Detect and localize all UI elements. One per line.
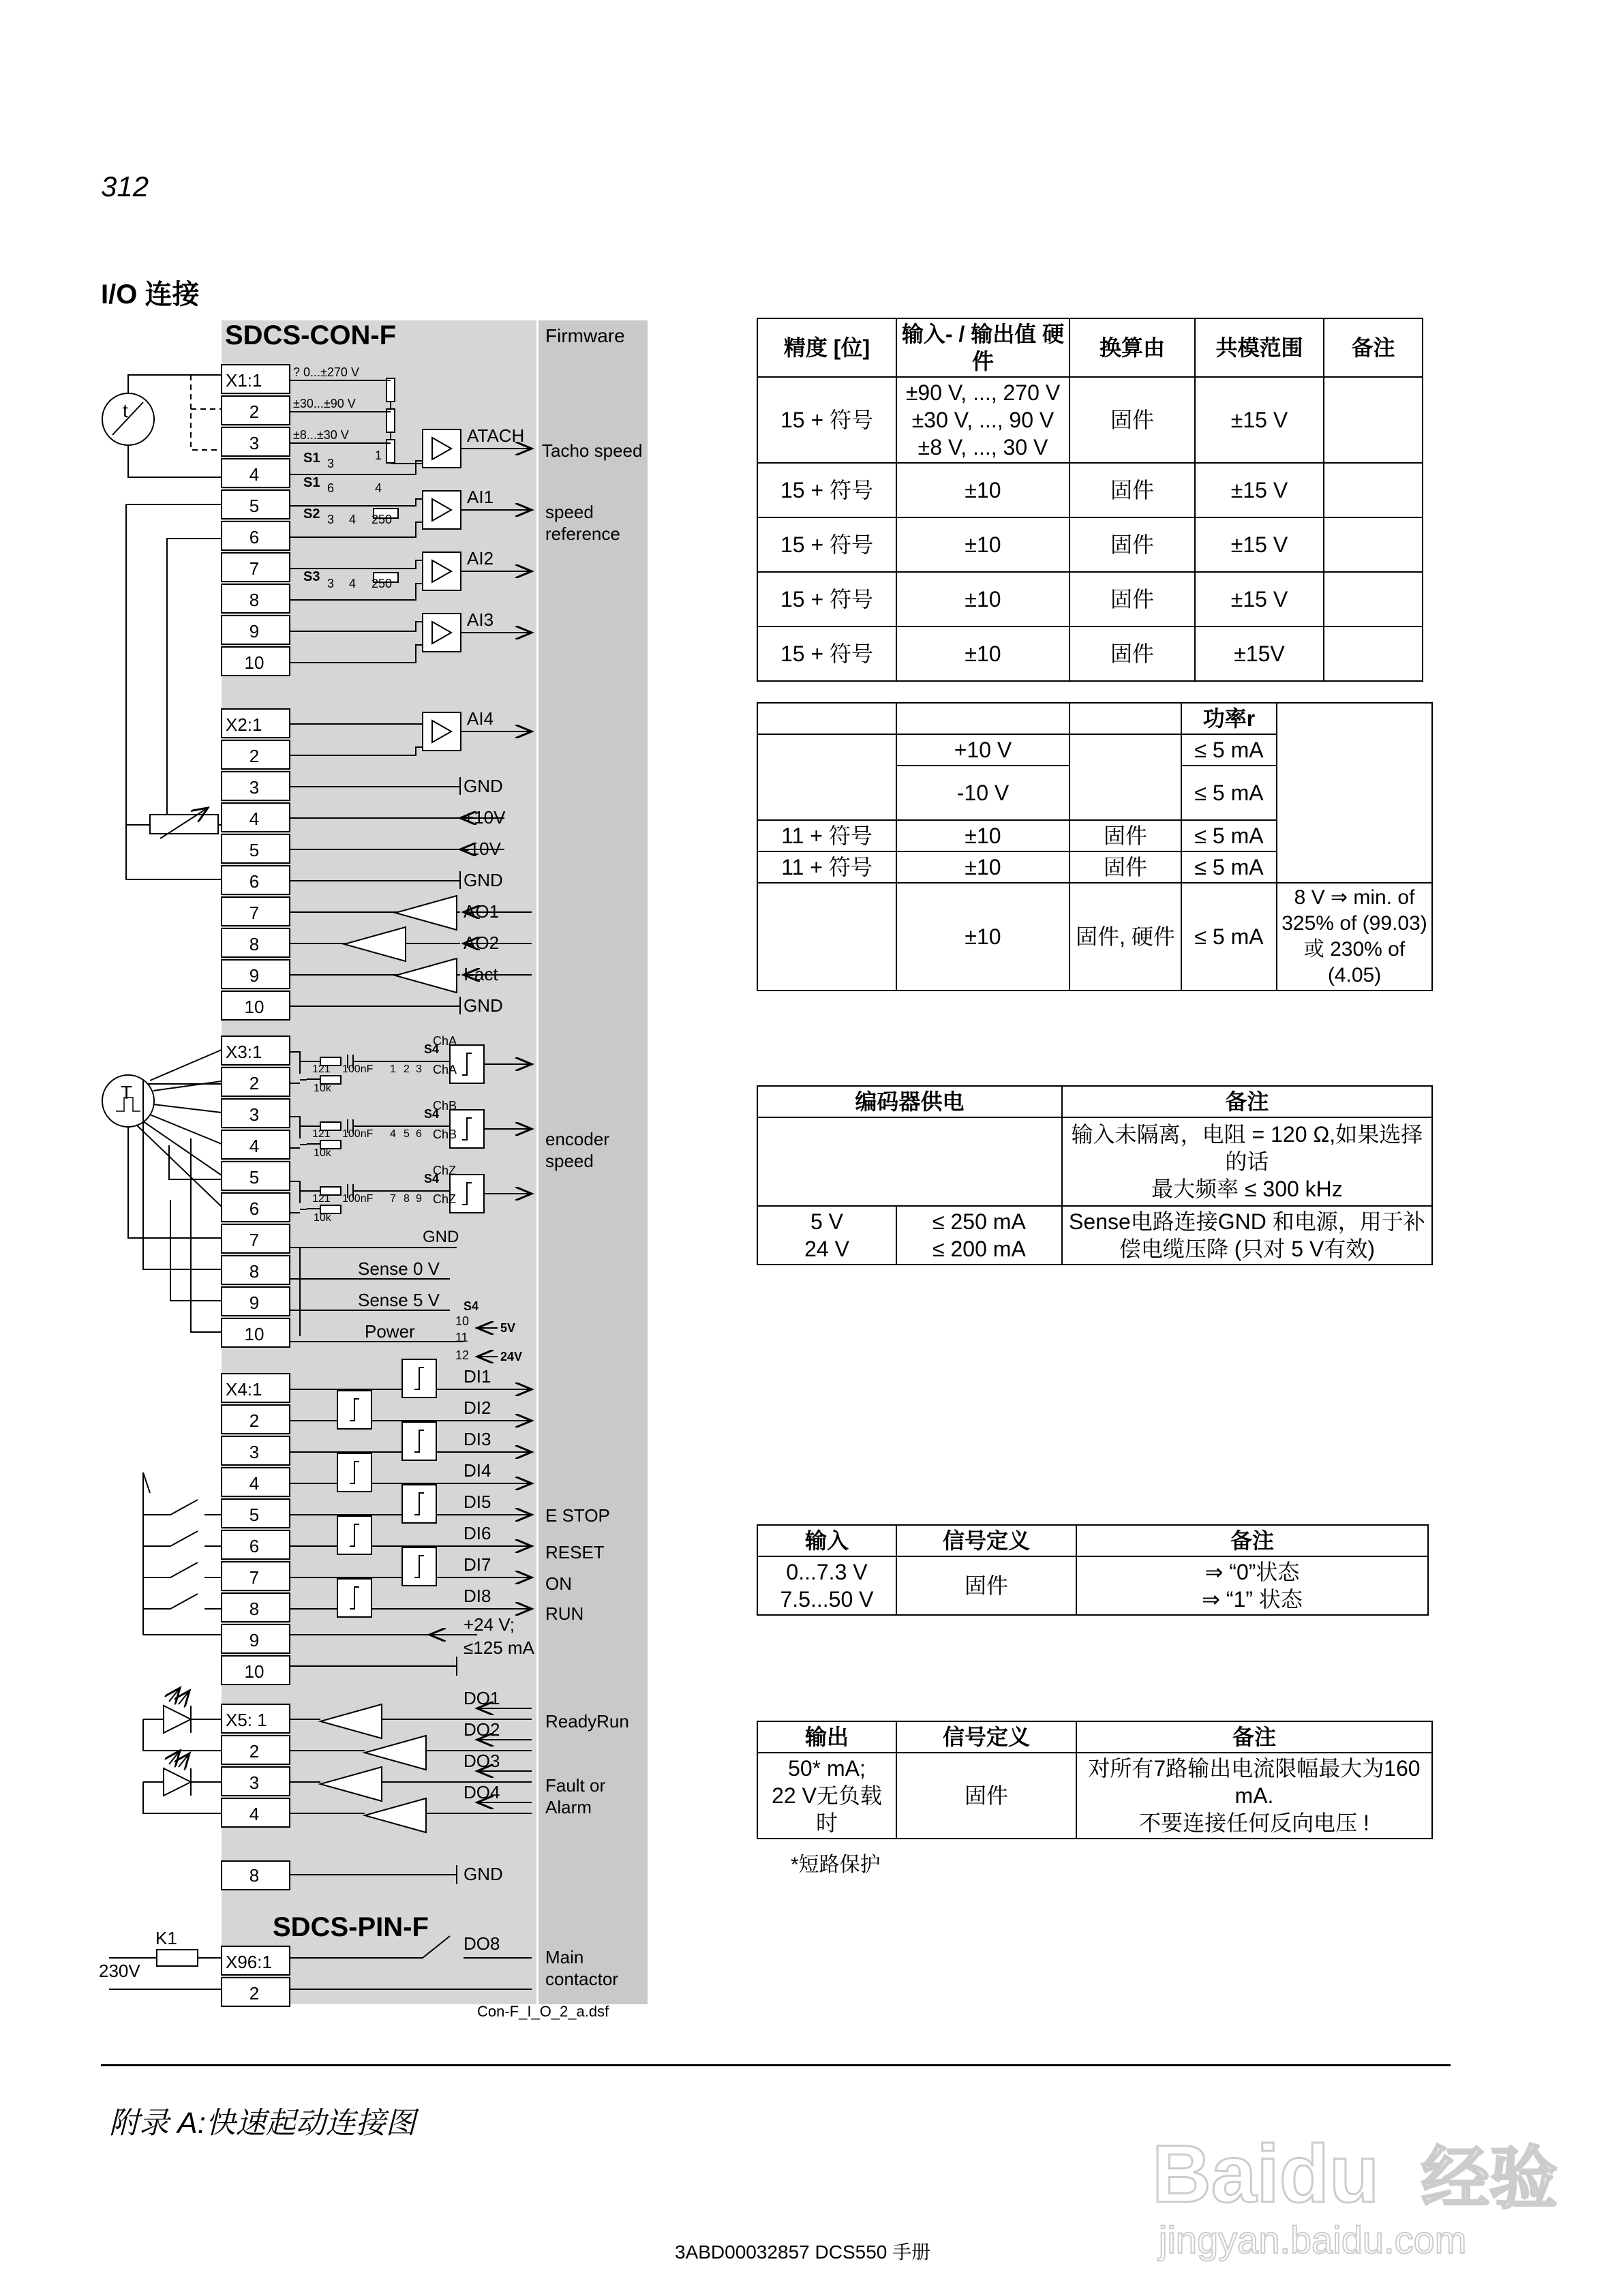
digital-input-label: DI7: [464, 1554, 491, 1575]
terminal-pin-label: 9: [249, 621, 260, 641]
switch-pin-label: 3: [327, 513, 335, 526]
resistor-label: 121: [312, 1193, 331, 1205]
switch-label: S2: [303, 507, 320, 522]
terminal-pin-label: 10: [244, 1324, 264, 1344]
table-cell: ≤ 5 mA: [1181, 820, 1277, 851]
table-cell: 固件, 硬件: [1070, 883, 1181, 991]
switch-pin-label: 2: [404, 1063, 410, 1075]
table-cell: ±15 V: [1195, 517, 1324, 572]
analog-input-label: AI3: [467, 609, 494, 630]
terminal-pin-label: 7: [249, 1567, 260, 1588]
table-header: 信号定义: [896, 1721, 1076, 1753]
resistor-label: 10k: [314, 1147, 331, 1159]
watermark-brand-cn: 经验: [1421, 2141, 1558, 2217]
table-cell: ±15 V: [1195, 463, 1324, 517]
amplifier-icon: [423, 491, 461, 529]
switch-pin-label: 1: [390, 1063, 396, 1075]
terminal-pin-label: 9: [249, 1293, 260, 1313]
table-cell: [1324, 463, 1423, 517]
switch-label: S4: [424, 1107, 440, 1121]
table-cell: ±10: [896, 851, 1070, 883]
terminal-pin-label: 5: [249, 1505, 260, 1525]
table-header: 输入- / 输出值 硬件: [896, 318, 1070, 377]
terminal-pin-label: 8: [249, 1599, 260, 1619]
speed-reference-label: speed: [545, 502, 594, 522]
switch-pin-label: 3: [327, 457, 335, 470]
table-cell: ⇒ “0”状态 ⇒ “1” 状态: [1076, 1556, 1428, 1615]
switch-pin-label: 6: [327, 481, 335, 495]
table-cell: 固件: [1070, 820, 1181, 851]
on-label: ON: [545, 1573, 572, 1594]
table-row: [757, 1753, 1432, 1839]
estop-label: E STOP: [545, 1505, 610, 1526]
table-cell: [757, 883, 896, 991]
table-header-row: [757, 1086, 1432, 1117]
terminal-header: X4:1: [226, 1379, 262, 1400]
power-label: Power: [365, 1321, 415, 1342]
contact-switch-icon: [143, 1594, 222, 1609]
terminal-pin-label: 8: [249, 934, 260, 954]
table-cell: 固件: [1070, 463, 1195, 517]
digital-input-label: DI1: [464, 1366, 491, 1387]
encoder-supply-table: [757, 1085, 1433, 1265]
terminal-header: X1:1: [226, 370, 262, 391]
supply-24v-label: 24V: [500, 1350, 523, 1363]
table-header-row: [757, 318, 1423, 377]
x2-signal-label: I-act: [464, 964, 498, 984]
reset-label: RESET: [545, 1542, 605, 1562]
switch-pin-label: 4: [349, 577, 357, 590]
table-row: [757, 1556, 1428, 1615]
terminal-pin-label: 7: [249, 903, 260, 923]
contact-switch-icon: [143, 1531, 222, 1546]
tacho-range-label: ? 0...±270 V: [293, 365, 359, 379]
table-cell: ±15V: [1195, 626, 1324, 681]
terminal-pin-label: 4: [249, 1473, 260, 1494]
switch-pin-label: 11: [455, 1331, 468, 1344]
document-id: 3ABD00032857 DCS550 手册: [675, 2241, 931, 2263]
table-cell: 11 + 符号: [757, 851, 896, 883]
main-contactor-label: Main: [545, 1947, 584, 1967]
terminal-pin-label: 3: [249, 433, 260, 453]
table-cell: ±10: [896, 463, 1070, 517]
amplifier-icon: [423, 712, 461, 751]
table-cell: 0...7.3 V 7.5...50 V: [757, 1556, 896, 1615]
table-cell: [1070, 703, 1181, 734]
encoder-channel-label: ChB: [433, 1099, 457, 1113]
table-row: [757, 626, 1423, 681]
tacho-range-label: ±8...±30 V: [293, 428, 349, 442]
resistor-label: 250: [371, 513, 393, 526]
terminal-pin-label: 6: [249, 527, 260, 547]
tacho-range-label: ±30...±90 V: [293, 397, 356, 410]
table-cell: Sense电路连接GND 和电源，用于补 偿电缆压降 (只对 5 V有效): [1062, 1206, 1432, 1265]
digital-output-label: DO2: [464, 1719, 500, 1740]
table-cell: 15 + 符号: [757, 463, 896, 517]
run-label: RUN: [545, 1603, 584, 1624]
readyrun-label: ReadyRun: [545, 1711, 629, 1732]
encoder-speed-label: encoder: [545, 1129, 609, 1149]
analog-output-table: [757, 702, 1433, 991]
gnd-label: GND: [464, 1864, 503, 1884]
table-row: [757, 1206, 1432, 1265]
terminal-pin-label: 2: [249, 1983, 260, 2004]
switch-pin-label: 10: [455, 1314, 470, 1328]
table-header: 备注: [1324, 318, 1423, 377]
switch-label: S1: [303, 475, 320, 490]
resistor-label: 10k: [314, 1212, 331, 1224]
table-cell: ±10: [896, 820, 1070, 851]
resistor-label: 250: [371, 577, 393, 590]
fault-label: Fault or: [545, 1775, 606, 1796]
table-cell: 15 + 符号: [757, 572, 896, 626]
terminal-pin-label: 8: [249, 590, 260, 610]
terminal-pin-label: 3: [249, 1104, 260, 1125]
analog-input-label: AI2: [467, 548, 494, 569]
table-cell: [1277, 703, 1432, 883]
pin-board-title: SDCS-PIN-F: [273, 1912, 429, 1942]
table-cell: 15 + 符号: [757, 626, 896, 681]
diagram-file-name: Con-F_I_O_2_a.dsf: [477, 2003, 609, 2020]
led-icon: [164, 1706, 191, 1733]
terminal-pin-label: 5: [249, 1167, 260, 1188]
switch-label: S4: [424, 1042, 440, 1056]
table-header: 共模范围: [1195, 318, 1324, 377]
table-cell: 50* mA; 22 V无负载时: [757, 1753, 896, 1839]
digital-output-label: DO1: [464, 1688, 500, 1708]
resistor-icon: [386, 378, 395, 402]
table-cell: ±15 V: [1195, 377, 1324, 463]
table-cell: ±90 V, ..., 270 V ±30 V, ..., 90 V ±8 V, ..., 30 V: [896, 377, 1070, 463]
tacho-symbol: t: [123, 400, 128, 421]
switch-pin-label: 7: [390, 1193, 396, 1205]
page-number: 312: [101, 170, 149, 202]
table-cell: ≤ 5 mA: [1181, 734, 1277, 766]
capacitor-label: 100nF: [342, 1063, 374, 1075]
table-cell: ≤ 250 mA ≤ 200 mA: [896, 1206, 1062, 1265]
sense-0v-label: Sense 0 V: [358, 1258, 440, 1279]
encoder-symbol: T: [121, 1082, 133, 1103]
terminal-pin-label: 2: [249, 1410, 260, 1431]
terminal-pin-label: 2: [249, 746, 260, 766]
terminal-pin-label: 3: [249, 1772, 260, 1793]
resistor-label: 121: [312, 1128, 331, 1140]
table-cell: ±10: [896, 517, 1070, 572]
digital-input-label: DI4: [464, 1460, 491, 1481]
table-cell: 固件: [1070, 377, 1195, 463]
switch-pin-label: 4: [375, 481, 382, 495]
resistor-label: 121: [312, 1063, 331, 1075]
terminal-blocks: [222, 365, 290, 2006]
terminal-pin-label: 6: [249, 1198, 260, 1219]
k1-label: K1: [155, 1928, 177, 1948]
switch-pin-label: 8: [404, 1193, 410, 1205]
digital-input-label: DI5: [464, 1492, 491, 1512]
terminal-pin-label: 8: [249, 1261, 260, 1282]
terminal-pin-label: 4: [249, 809, 260, 829]
x2-signal-label: +10V: [464, 807, 506, 828]
table-cell: [757, 1117, 1062, 1206]
capacitor-label: 100nF: [342, 1128, 374, 1140]
table-cell: ±15 V: [1195, 572, 1324, 626]
footer-rule: [101, 2064, 1451, 2066]
table-header: 换算由: [1070, 318, 1195, 377]
table-header: 精度 [位]: [757, 318, 896, 377]
table-cell: [1324, 572, 1423, 626]
terminal-pin-label: 7: [249, 558, 260, 579]
sense-5v-label: Sense 5 V: [358, 1290, 440, 1310]
watermark-url: jingyan.baidu.com: [1159, 2218, 1467, 2261]
resistor-label: 10k: [314, 1083, 331, 1094]
x2-signal-label: AO2: [464, 933, 500, 953]
led-icon: [164, 1768, 191, 1796]
board-title: SDCS-CON-F: [225, 320, 397, 350]
terminal-pin-label: 2: [249, 1073, 260, 1093]
section-title: I/O 连接: [101, 280, 200, 309]
digital-input-label: DI2: [464, 1398, 491, 1418]
switch-label: S3: [303, 569, 320, 584]
table-row: [757, 463, 1423, 517]
table-header: 备注: [1076, 1525, 1428, 1556]
supply-24v-label: +24 V;: [464, 1614, 515, 1635]
resistor-icon: [386, 409, 395, 432]
table-cell: [757, 734, 896, 820]
table-cell: [1324, 517, 1423, 572]
terminal-pin-label: 6: [249, 1536, 260, 1556]
switch-pin-label: 12: [455, 1348, 470, 1362]
tacho-speed-label: Tacho speed: [542, 440, 643, 461]
appendix-title: 附录 A:快速起动连接图: [109, 2106, 416, 2140]
speed-reference-label: reference: [545, 524, 620, 544]
voltage-230v-label: 230V: [99, 1961, 140, 1981]
terminal-pin-label: 8: [249, 1865, 260, 1886]
table-cell: 固件: [896, 1556, 1076, 1615]
table-row: [757, 1117, 1432, 1206]
analog-input-table: [757, 318, 1423, 682]
table-cell: [757, 703, 896, 734]
terminal-header: X5: 1: [226, 1710, 267, 1730]
table-header-row: [757, 1721, 1432, 1753]
x2-signal-label: GND: [464, 776, 503, 796]
switch-label: S4: [424, 1172, 440, 1185]
footnote: *短路保护: [791, 1854, 881, 1876]
digital-input-table: [757, 1524, 1429, 1616]
encoder-speed-label: speed: [545, 1151, 594, 1171]
table-header: 信号定义: [896, 1525, 1076, 1556]
switch-label: S1: [303, 451, 320, 466]
switch-pin-label: 3: [416, 1063, 422, 1075]
terminal-pin-label: 10: [244, 652, 264, 673]
terminal-pin-label: 9: [249, 1630, 260, 1650]
firmware-label: Firmware: [545, 325, 625, 346]
digital-output-label: DO3: [464, 1751, 500, 1771]
table-cell: 固件: [1070, 851, 1181, 883]
terminal-pin-label: 6: [249, 871, 260, 892]
terminal-pin-label: 5: [249, 496, 260, 516]
table-cell: 15 + 符号: [757, 377, 896, 463]
alarm-label: Alarm: [545, 1797, 592, 1817]
table-cell: [1324, 626, 1423, 681]
encoder-channel-label: ChZ: [433, 1164, 457, 1177]
terminal-pin-label: 9: [249, 965, 260, 986]
table-cell: [896, 703, 1070, 734]
table-cell: 固件: [1070, 626, 1195, 681]
switch-pin-label: 4: [349, 513, 357, 526]
terminal-pin-label: 5: [249, 840, 260, 860]
table-cell: ≤ 5 mA: [1181, 851, 1277, 883]
table-header: 功率r: [1181, 703, 1277, 734]
table-row: [757, 883, 1432, 991]
terminal-pin-label: 7: [249, 1230, 260, 1250]
table-row: [757, 572, 1423, 626]
terminal-pin-label: 3: [249, 777, 260, 798]
switch-pin-label: 4: [390, 1128, 396, 1140]
terminal-pin-label: 10: [244, 1661, 264, 1682]
table-cell: ≤ 5 mA: [1181, 883, 1277, 991]
digital-input-label: DI6: [464, 1523, 491, 1543]
contact-switch-icon: [143, 1500, 222, 1515]
terminal-pin-label: 4: [249, 1804, 260, 1824]
table-cell: -10 V: [896, 766, 1070, 820]
table-header: 编码器供电: [757, 1086, 1062, 1117]
amplifier-icon: [423, 429, 461, 468]
table-header-row: [757, 1525, 1428, 1556]
terminal-pin-label: 2: [249, 1741, 260, 1762]
encoder-channel-label: ChZ: [433, 1192, 457, 1206]
digital-input-label: DI3: [464, 1429, 491, 1449]
table-cell: ±10: [896, 572, 1070, 626]
x2-signal-label: GND: [464, 870, 503, 890]
digital-input-label: DI8: [464, 1586, 491, 1606]
table-cell: ±10: [896, 883, 1070, 991]
table-header: 输入: [757, 1525, 896, 1556]
table-cell: 输入未隔离，电阻 = 120 Ω,如果选择 的话 最大频率 ≤ 300 kHz: [1062, 1117, 1432, 1206]
main-contactor-label: contactor: [545, 1969, 618, 1989]
supply-current-label: ≤125 mA: [464, 1637, 534, 1658]
contact-switch-icon: [143, 1562, 222, 1577]
x2-signal-label: GND: [464, 995, 503, 1016]
table-cell: 15 + 符号: [757, 517, 896, 572]
table-row: [757, 377, 1423, 463]
io-connection-diagram: [95, 314, 804, 2031]
switch-label: S4: [464, 1299, 479, 1313]
table-header: 备注: [1062, 1086, 1432, 1117]
table-cell: [1324, 377, 1423, 463]
encoder-channel-label: ChA: [433, 1034, 457, 1048]
switch-pin-label: 3: [327, 577, 335, 590]
terminal-pin-label: 10: [244, 997, 264, 1017]
tacho-generator-icon: [102, 393, 154, 445]
terminal-pin-label: 4: [249, 464, 260, 485]
table-cell: +10 V: [896, 734, 1070, 766]
digital-output-table: [757, 1721, 1433, 1839]
x2-signal-label: -10V: [464, 839, 501, 859]
switch-pin-label: 1: [375, 449, 382, 462]
terminal-pin-label: 2: [249, 402, 260, 422]
table-row: [757, 703, 1432, 734]
terminal-header: X96:1: [226, 1952, 272, 1972]
table-cell: 固件: [1070, 517, 1195, 572]
analog-input-label: ATACH: [467, 425, 525, 446]
amplifier-icon: [423, 552, 461, 590]
do8-label: DO8: [464, 1933, 500, 1954]
capacitor-label: 100nF: [342, 1193, 374, 1205]
table-cell: 固件: [1070, 572, 1195, 626]
switch-pin-label: 9: [416, 1193, 422, 1205]
encoder-channel-label: ChA: [433, 1063, 457, 1076]
table-header: 备注: [1076, 1721, 1432, 1753]
digital-output-label: DO4: [464, 1782, 500, 1802]
switch-pin-label: 6: [416, 1128, 422, 1140]
table-cell: 11 + 符号: [757, 820, 896, 851]
table-cell: 5 V 24 V: [757, 1206, 896, 1265]
analog-input-label: AI1: [467, 487, 494, 507]
baidu-watermark: [1152, 2113, 1575, 2263]
watermark-brand: Baidu: [1152, 2128, 1380, 2220]
table-cell: 对所有7路输出电流限幅最大为160 mA. 不要连接任何反向电压 !: [1076, 1753, 1432, 1839]
supply-5v-label: 5V: [500, 1321, 516, 1335]
potentiometer-icon: [150, 815, 218, 834]
terminal-header: X3:1: [226, 1042, 262, 1062]
switch-pin-label: 5: [404, 1128, 410, 1140]
table-cell: ±10: [896, 626, 1070, 681]
table-cell: 固件: [896, 1753, 1076, 1839]
amplifier-icon: [423, 614, 461, 652]
encoder-gnd-label: GND: [423, 1228, 459, 1246]
encoder-channel-label: ChB: [433, 1128, 457, 1141]
contactor-coil-icon: [157, 1950, 198, 1966]
table-header: 输出: [757, 1721, 896, 1753]
x2-signal-label: AO1: [464, 901, 500, 922]
terminal-pin-label: 4: [249, 1136, 260, 1156]
terminal-header: X2:1: [226, 714, 262, 735]
table-cell: ≤ 5 mA: [1181, 766, 1277, 820]
table-cell: [1070, 734, 1181, 820]
table-row: [757, 517, 1423, 572]
terminal-pin-label: 3: [249, 1442, 260, 1462]
analog-input-label: AI4: [467, 708, 494, 729]
table-cell: 8 V ⇒ min. of 325% of (99.03) 或 230% of (4.05): [1277, 883, 1432, 991]
